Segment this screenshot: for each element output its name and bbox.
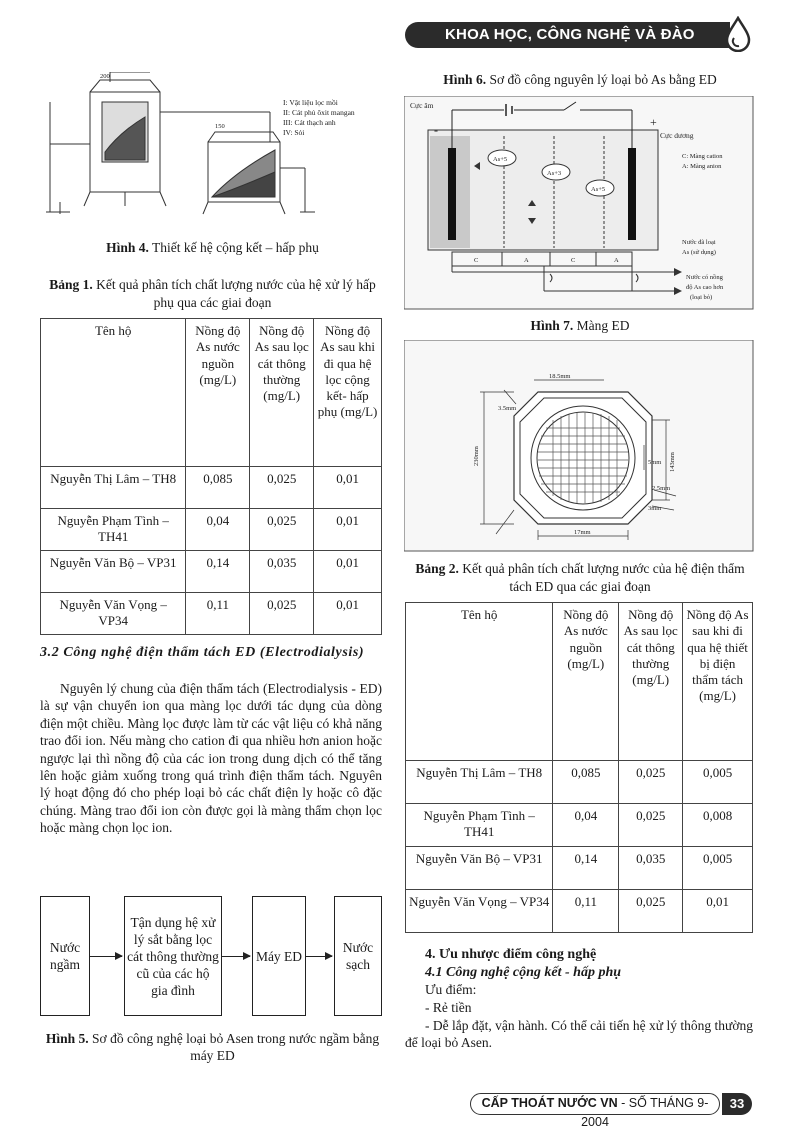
svg-text:(loại bỏ): (loại bỏ) (690, 294, 713, 301)
table1 (40, 318, 382, 635)
table-cell: 0,005 (683, 761, 753, 804)
table-cell: 0,01 (314, 551, 382, 593)
flow-box-ed-machine: Máy ED (252, 896, 306, 1016)
table-cell: 0,04 (186, 509, 250, 551)
table-cell: 0,025 (619, 761, 683, 804)
svg-text:C: Màng cation: C: Màng cation (682, 153, 723, 160)
fig4-legend-item: III: Cát thạch anh (283, 118, 336, 127)
table-header-cell: Nồng độ As nước nguồn (mg/L) (553, 603, 619, 761)
flow-box-groundwater: Nước ngầm (40, 896, 90, 1016)
table-row (406, 890, 753, 933)
table-cell: 0,01 (683, 890, 753, 933)
fig4-legend-item: II: Cát phủ ôxit mangan (283, 108, 355, 117)
svg-text:As+3: As+3 (547, 170, 562, 177)
svg-text:17mm: 17mm (574, 529, 591, 536)
table-header-cell: Nồng độ As sau khi đi qua hệ lọc cộng kết- hấp phụ (mg/L) (314, 319, 382, 467)
table-cell: 0,035 (619, 847, 683, 890)
svg-text:Nước có nồng: Nước có nồng (686, 274, 723, 281)
table-cell: 0,01 (314, 593, 382, 635)
table1-caption: Bảng 1. Kết quả phân tích chất lượng nước của hệ xử lý hấp phụ qua các giai đoạn (49, 277, 376, 310)
svg-text:A: Màng anion: A: Màng anion (682, 163, 722, 170)
journal-section-header: KHOA HỌC, CÔNG NGHỆ VÀ ĐÀO TẠO (405, 22, 730, 48)
fig6-caption: Hình 6. Sơ đồ công nguyên lý loại bỏ As bằng ED (443, 72, 717, 87)
svg-text:độ As cao hơn: độ As cao hơn (686, 284, 724, 291)
svg-text:3mm: 3mm (648, 505, 662, 512)
table-cell: 0,005 (683, 847, 753, 890)
svg-text:A: A (614, 257, 619, 264)
svg-text:As+5: As+5 (591, 186, 606, 193)
svg-text:Nước đã loại: Nước đã loại (682, 239, 716, 246)
table-cell: 0,025 (619, 890, 683, 933)
table-cell: Nguyễn Thị Lâm – TH8 (41, 467, 186, 509)
table-cell: 0,14 (553, 847, 619, 890)
flow-arrow (90, 956, 122, 957)
advantage-item: - Dễ lắp đặt, vận hành. Có thể cải tiến hệ xử lý thông thường để loại bỏ Asen. (405, 1018, 753, 1051)
table-row (41, 509, 382, 551)
section-4-1-heading: 4.1 Công nghệ cộng kết - hấp phụ (425, 965, 622, 980)
table-cell: 0,01 (314, 467, 382, 509)
svg-text:230mm: 230mm (473, 446, 480, 466)
advantages-label: Ưu điểm: (425, 982, 477, 997)
table-cell: 0,025 (250, 593, 314, 635)
svg-text:-: - (434, 123, 438, 137)
svg-text:2.5mm: 2.5mm (652, 485, 671, 492)
svg-text:Cực dương: Cực dương (660, 131, 694, 140)
table-header-cell: Tên hộ (406, 603, 553, 761)
fig7-caption: Hình 7. Màng ED (530, 318, 630, 333)
table-row (41, 593, 382, 635)
table-header-cell: Nồng độ As nước nguồn (mg/L) (186, 319, 250, 467)
table-cell: 0,14 (186, 551, 250, 593)
flow-box-clean-water: Nước sạch (334, 896, 382, 1016)
section-4-heading: 4. Ưu nhược điểm công nghệ (425, 947, 597, 962)
fig4-legend-item: I: Vật liệu lọc mồi (283, 98, 338, 107)
journal-footer: CẤP THOÁT NƯỚC VN - SỐ THÁNG 9-2004 (470, 1093, 720, 1115)
table-row (406, 847, 753, 890)
table-cell: 0,11 (186, 593, 250, 635)
flow-box-sand-filter: Tận dụng hệ xử lý sắt bằng lọc cát thông thường cũ của các hộ gia đình (124, 896, 222, 1016)
fig5-caption: Hình 5. Sơ đồ công nghệ loại bỏ Asen trong nước ngầm bằng máy ED (45, 1031, 380, 1063)
table-header-cell: Tên hộ (41, 319, 186, 467)
svg-text:18.5mm: 18.5mm (549, 373, 571, 380)
svg-text:200: 200 (100, 73, 110, 80)
table-cell: Nguyễn Văn Bộ – VP31 (41, 551, 186, 593)
section-3-2-paragraph: Nguyên lý chung của điện thẩm tách (Electrodialysis - ED) là sự vận chuyển ion qua màng lọc dưới tác dụng của dòng điện một chiều. Màng lọc được làm từ các vật liệu có khả năng trao đổi ion. Nếu màng cho cation đi qua nhiều hơn anion hoặc ngược lại thì nồng độ của các ion trong dung dịch có thể tăng lên hoặc giảm xuống trong quá trình điện thẩm tách. Nguyên lý hoạt động đó cho phép loại bỏ các chất điện ly hoặc cô đặc chúng. Màng trao đổi ion còn được gọi là màng thẩm chọn lọc hoặc màng chọn lọc ion. (40, 681, 382, 836)
table-cell: 0,085 (553, 761, 619, 804)
fig6-ed-principle-diagram (404, 96, 754, 310)
table2 (405, 602, 753, 933)
flow-arrow (306, 956, 332, 957)
table-cell: 0,025 (619, 804, 683, 847)
table-cell: 0,025 (250, 467, 314, 509)
table-cell: 0,035 (250, 551, 314, 593)
table-header-cell: Nồng độ As sau lọc cát thông thường (mg/L) (250, 319, 314, 467)
fig4-caption: Hình 4. Thiết kế hệ cộng kết – hấp phụ (106, 240, 319, 255)
table-row (406, 804, 753, 847)
svg-text:A: A (524, 257, 529, 264)
table-header-cell: Nồng độ As sau lọc cát thông thường (mg/L) (619, 603, 683, 761)
table-row (41, 551, 382, 593)
table-cell: Nguyễn Thị Lâm – TH8 (406, 761, 553, 804)
table-cell: 0,01 (314, 509, 382, 551)
svg-text:150: 150 (215, 123, 225, 130)
svg-text:+: + (650, 115, 657, 129)
page-number: 33 (722, 1093, 752, 1115)
advantage-item: - Rẻ tiền (425, 1000, 472, 1015)
table-cell: 0,008 (683, 804, 753, 847)
table-cell: 0,085 (186, 467, 250, 509)
table-cell: Nguyễn Văn Bộ – VP31 (406, 847, 553, 890)
table-row (406, 761, 753, 804)
table-cell: Nguyễn Văn Vọng – VP34 (406, 890, 553, 933)
table-cell: Nguyễn Văn Vọng – VP34 (41, 593, 186, 635)
table-header-row (406, 603, 753, 761)
water-drop-icon (724, 16, 752, 52)
section-3-2-heading: 3.2 Công nghệ điện thẩm tách ED (Electrodialysis) (40, 645, 365, 660)
table-cell: 0,025 (250, 509, 314, 551)
fig7-ed-membrane-drawing (404, 340, 754, 552)
table-cell: Nguyễn Phạm Tình – TH41 (41, 509, 186, 551)
table-cell: 0,04 (553, 804, 619, 847)
svg-text:Cực âm: Cực âm (410, 101, 434, 110)
table-cell: 0,11 (553, 890, 619, 933)
table-row (41, 467, 382, 509)
svg-text:As (sử dụng): As (sử dụng) (682, 249, 716, 256)
table-header-row (41, 319, 382, 467)
svg-text:143mm: 143mm (669, 452, 676, 472)
table-cell: Nguyễn Phạm Tình – TH41 (406, 804, 553, 847)
svg-text:C: C (571, 257, 576, 264)
fig4-legend-item: IV: Sỏi (283, 128, 305, 137)
flow-arrow (222, 956, 250, 957)
svg-text:5mm: 5mm (648, 459, 662, 466)
fig4-filter-design-drawing (40, 72, 390, 222)
table-header-cell: Nồng độ As sau khi đi qua hệ thiết bị điện thẩm tách (mg/L) (683, 603, 753, 761)
svg-text:3.5mm: 3.5mm (498, 405, 517, 412)
svg-text:C: C (474, 257, 479, 264)
svg-text:As+5: As+5 (493, 156, 508, 163)
table2-caption: Bảng 2. Kết quả phân tích chất lượng nước của hệ điện thẩm tách ED qua các giai đoạn (415, 561, 745, 594)
